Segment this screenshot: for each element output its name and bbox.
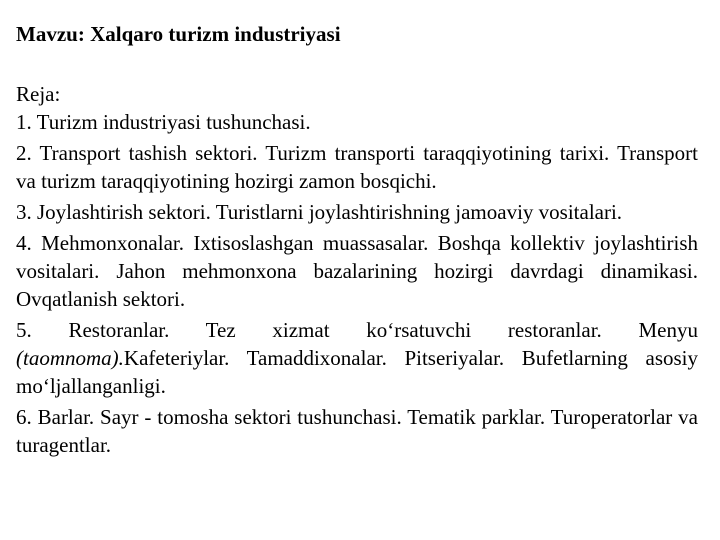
plan-item-2: 2. Transport tashish sektori. Turizm transporti taraqqiyotining tarixi. Transport va turizm taraqqiyotining hozirgi zamon bosqichi. [16, 141, 698, 193]
document-page [16, 0, 698, 462]
plan-item-5-rest: Kafeteriylar. Tamaddixonalar. Pitseriyalar. Bufetlarning asosiy mo‘ljallanganligi. [16, 346, 698, 398]
plan-item-4: 4. Mehmonxonalar. Ixtisoslashgan muassasalar. Boshqa kollektiv joylashtirish vositalari. Jahon mehmonxona bazalarining hozirgi davrdagi dinamikasi. Ovqatlanish sektori. [16, 231, 698, 311]
plan-item-5-text: 5. Restoranlar. Tez xizmat ko‘rsatuvchi restoranlar. Menyu [16, 318, 698, 342]
plan-item-3: 3. Joylashtirish sektori. Turistlarni joylashtirishning jamoaviy vositalari. [16, 200, 623, 224]
plan-item-6: 6. Barlar. Sayr - tomosha sektori tushunchasi. Tematik parklar. Turoperatorlar va turagentlar. [16, 405, 698, 457]
plan-item-5 [16, 316, 698, 400]
plan-item-1: 1. Turizm industriyasi tushunchasi. [16, 110, 311, 134]
document-title: Mavzu: Xalqaro turizm industriyasi [16, 22, 341, 46]
plan-label: Reja: [16, 82, 61, 106]
plan-item-5-italic: (taomnoma). [16, 346, 124, 370]
